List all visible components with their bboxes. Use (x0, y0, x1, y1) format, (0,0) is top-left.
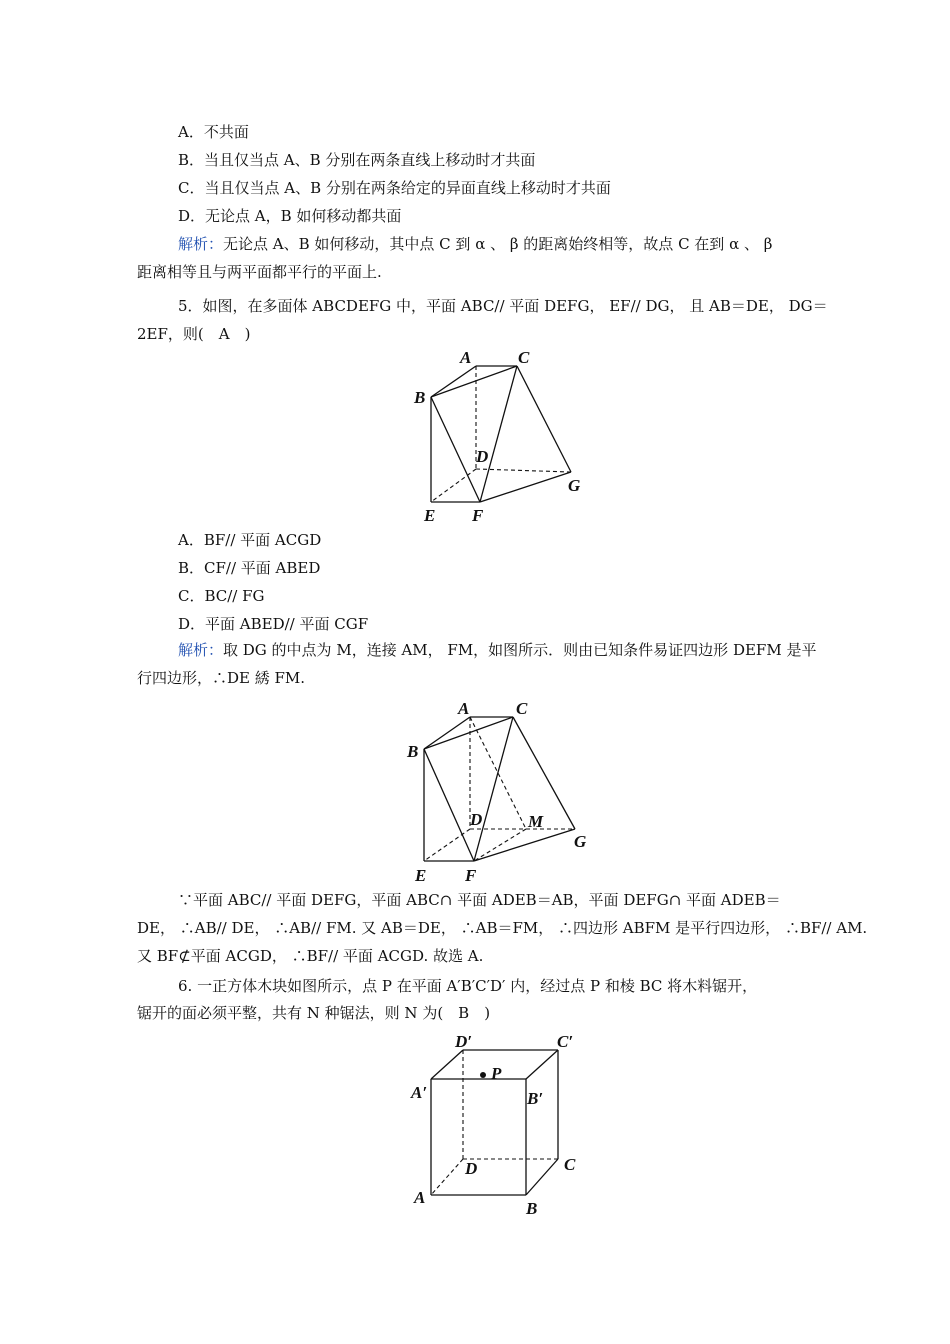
label-b: B (526, 1199, 538, 1218)
label-d: D (465, 1159, 478, 1178)
q4-solution-line-2: 距离相等且与两平面都平行的平面上. (137, 263, 382, 281)
q5-option-c: C．BC// FG (178, 587, 265, 605)
solution-label: 解析： (178, 235, 224, 253)
edge-de-hidden (431, 469, 476, 502)
q6-stem-line-1: 6. 一正方体木块如图所示，点 P 在平面 A′B′C′D′ 内，经过点 P 和棱 BC 将木料锯开， (178, 977, 758, 995)
label-f: F (465, 866, 477, 885)
label-d: D (476, 447, 489, 466)
label-c: C (516, 699, 528, 718)
q5-proof-line-2: DE， ∴AB// DE， ∴AB// FM. 又 AB＝DE， ∴AB＝FM， ∴四边形 ABFM 是平行四边形， ∴BF// AM. (137, 919, 868, 937)
label-c: C (518, 348, 530, 367)
q5-option-d: D．平面 ABED// 平面 CGF (178, 615, 369, 633)
edge-cg (513, 717, 575, 829)
polyhedron-figure-2 (398, 695, 608, 885)
q4-option-a: A．不共面 (178, 123, 249, 141)
label-p: P (491, 1064, 502, 1083)
edge-bc (424, 717, 513, 749)
q5-solution-line-1 (178, 640, 816, 660)
edge-cg (517, 366, 571, 472)
q4-option-c: C．当且仅当点 A、B 分别在两条给定的异面直线上移动时才共面 (178, 179, 611, 197)
q6-stem-line-2: 锯开的面必须平整，共有 N 种锯法，则 N 为( B ) (137, 1004, 491, 1022)
edge-cf (480, 366, 517, 502)
q5-stem-line-1: 5．如图，在多面体 ABCDEFG 中，平面 ABC// 平面 DEFG， EF// DG， 且 AB＝DE， DG＝ (178, 297, 828, 315)
label-e: E (424, 506, 436, 525)
label-b: B (407, 742, 419, 761)
edge-dg-hidden (476, 469, 571, 472)
edge-bp-cp (526, 1050, 558, 1079)
edge-bc (431, 366, 517, 397)
q5-solution-text: 取 DG 的中点为 M，连接 AM， FM，如图所示．则由已知条件易证四边形 DEFM 是平 (223, 641, 817, 659)
label-m: M (528, 812, 544, 831)
edge-ab (424, 717, 470, 749)
edge-ab (431, 366, 476, 397)
q5-solution-line-2: 行四边形，∴DE 綉 FM. (137, 669, 306, 687)
label-e: E (415, 866, 427, 885)
q4-solution-line-1 (178, 234, 772, 254)
q5-proof-line-3: 又 BF⊄平面 ACGD， ∴BF// 平面 ACGD. 故选 A. (137, 947, 484, 965)
label-g: G (574, 832, 587, 851)
edge-fg (480, 472, 571, 502)
label-g: G (568, 476, 581, 495)
label-cp: C′ (557, 1032, 574, 1051)
q5-proof-line-1: ∵平面 ABC// 平面 DEFG，平面 ABC∩ 平面 ADEB＝AB，平面 DEFG∩ 平面 ADEB＝ (178, 891, 781, 909)
label-c: C (564, 1155, 576, 1174)
label-ap: A′ (411, 1083, 428, 1102)
q5-stem-line-2: 2EF，则( A ) (137, 325, 251, 343)
label-b: B (414, 388, 426, 407)
edge-fg (474, 829, 575, 861)
q5-option-b: B．CF// 平面 ABED (178, 559, 321, 577)
q5-option-a: A．BF// 平面 ACGD (178, 531, 322, 549)
label-f: F (472, 506, 484, 525)
point-p (480, 1072, 486, 1078)
cube-figure (405, 1030, 595, 1220)
edge-b-c (526, 1159, 558, 1195)
edge-d-a-hidden (431, 1159, 463, 1195)
edge-de-hidden (424, 829, 470, 861)
solution-label: 解析： (178, 641, 224, 659)
edge-bf (424, 749, 474, 861)
label-dp: D′ (455, 1032, 473, 1051)
label-a: A (460, 348, 472, 367)
q4-option-b: B．当且仅当点 A、B 分别在两条直线上移动时才共面 (178, 151, 536, 169)
q4-option-d: D．无论点 A，B 如何移动都共面 (178, 207, 402, 225)
label-bp: B′ (527, 1089, 544, 1108)
q4-solution-text: 无论点 A、B 如何移动，其中点 C 到 α 、 β 的距离始终相等，故点 C 在到 α 、 β (223, 235, 773, 253)
edge-ap-dp (431, 1050, 463, 1079)
polyhedron-figure-1 (400, 345, 600, 525)
label-d: D (470, 810, 483, 829)
label-a: A (458, 699, 470, 718)
label-a: A (414, 1188, 426, 1207)
edge-cf (474, 717, 513, 861)
edge-bf (431, 397, 480, 502)
